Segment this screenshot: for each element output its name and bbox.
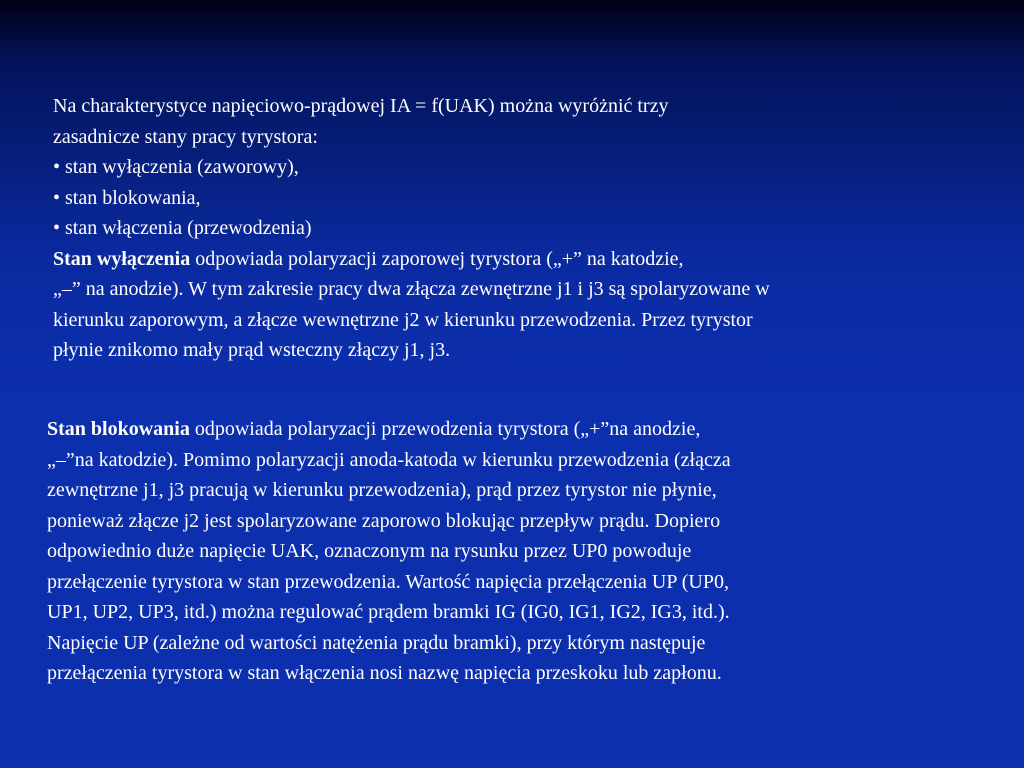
off-state-paragraph-first-line: [53, 244, 770, 275]
blocking-line-7: UP1, UP2, UP3, itd.) można regulować prądem bramki IG (IG0, IG1, IG2, IG3, itd.).: [47, 601, 730, 623]
text-block-blocking: [47, 414, 731, 689]
blocking-line-5: odpowiednio duże napięcie UAK, oznaczonym na rysunku przez UP0 powoduje: [47, 540, 692, 562]
intro-line-2: zasadnicze stany pracy tyrystora:: [53, 125, 318, 148]
bullet-blocking-state: • stan blokowania,: [53, 186, 201, 209]
blocking-line-6: przełączenie tyrystora w stan przewodzenia. Wartość napięcia przełączenia UP (UP0,: [47, 570, 729, 593]
blocking-paragraph-first-line: [47, 414, 731, 445]
blocking-line-2: „–”na katodzie). Pomimo polaryzacji anoda-katoda w kierunku przewodzenia (złącza: [47, 448, 731, 471]
off-state-line-4: płynie znikomo mały prąd wsteczny złączy j1, j3.: [53, 339, 451, 361]
blocking-line-3: zewnętrzne j1, j3 pracują w kierunku przewodzenia), prąd przez tyrystor nie płynie,: [47, 479, 717, 501]
off-state-line-3: kierunku zaporowym, a złącze wewnętrzne j2 w kierunku przewodzenia. Przez tyrystor: [53, 308, 753, 331]
off-state-heading: Stan wyłączenia: [53, 247, 191, 270]
text-block-states: [53, 91, 770, 366]
bullet-on-state: • stan włączenia (przewodzenia): [53, 217, 312, 239]
blocking-line-9: przełączenia tyrystora w stan włączenia nosi nazwę napięcia przeskoku lub zapłonu.: [47, 662, 722, 684]
blocking-heading: Stan blokowania: [47, 418, 190, 440]
blocking-first-line-text: odpowiada polaryzacji przewodzenia tyrystora („+”na anodzie,: [189, 418, 701, 440]
off-state-line-2: „–” na anodzie). W tym zakresie pracy dwa złącza zewnętrzne j1 i j3 są spolaryzowane w: [53, 278, 770, 300]
off-state-first-line-text: odpowiada polaryzacji zaporowej tyrystora („+” na katodzie,: [190, 247, 684, 270]
blocking-line-8: Napięcie UP (zależne od wartości natężenia prądu bramki), przy którym następuje: [47, 631, 706, 654]
bullet-off-state: • stan wyłączenia (zaworowy),: [53, 156, 299, 178]
blocking-line-4: ponieważ złącze j2 jest spolaryzowane zaporowo blokując przepływ prądu. Dopiero: [47, 509, 721, 532]
intro-line-1: Na charakterystyce napięciowo-prądowej IA = f(UAK) można wyróżnić trzy: [53, 95, 669, 117]
